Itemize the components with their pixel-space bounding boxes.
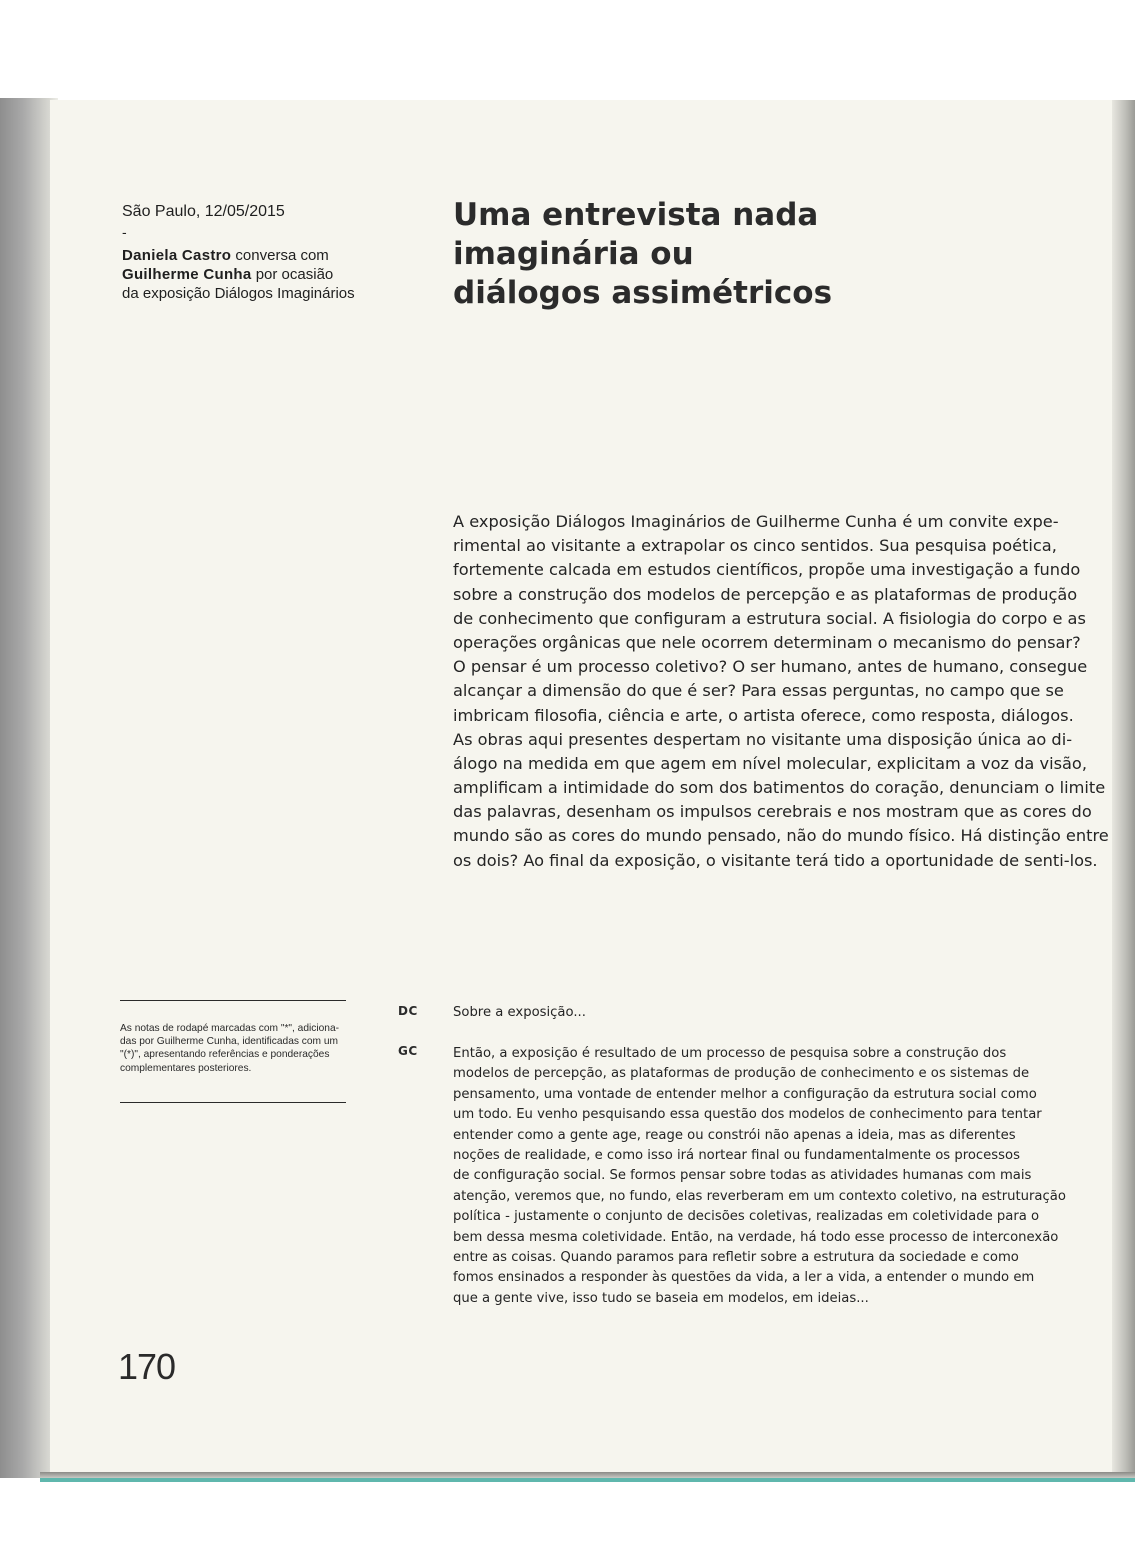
answer-line: política - justamente o conjunto de decisões coletivas, realizadas em coletividade para o (453, 1209, 1040, 1225)
answer-paragraph (453, 1044, 1066, 1309)
footnote-line: As notas de rodapé marcadas com "*", adiciona- (120, 1023, 340, 1034)
title-line: Uma entrevista nada (453, 197, 819, 233)
footnote-bottom-rule (120, 1102, 346, 1103)
footnote-top-rule (120, 1000, 346, 1001)
answer-line: atenção, veremos que, no fundo, elas reverberam em um contexto coletivo, na estruturação (453, 1188, 1066, 1204)
intro-line: operações orgânicas que nele ocorrem determinam o mecanismo do pensar? (453, 632, 1081, 652)
credits-text-2: por ocasião (251, 266, 334, 283)
answer-line: fomos ensinados a responder às questões da vida, a ler a vida, a entender o mundo em (453, 1270, 1035, 1286)
footnote-line: das por Guilherme Cunha, identificadas com um (120, 1036, 339, 1048)
artist-name: Guilherme Cunha (122, 266, 252, 283)
intro-line: As obras aqui presentes despertam no visitante uma disposição única ao di- (453, 729, 1073, 749)
footnote-line: "(*)", apresentando referências e ponderações (120, 1049, 330, 1061)
intro-line: A exposição Diálogos Imaginários de Guilherme Cunha é um convite expe- (453, 512, 1059, 531)
title-line: imaginária ou (453, 236, 694, 272)
answer-line: pensamento, uma vontade de entender melhor a configuração da estrutura social como (453, 1086, 1037, 1102)
answer-line: bem dessa mesma coletividade. Então, na verdade, há todo esse processo de interconexão (453, 1229, 1059, 1245)
interview-credits (122, 246, 372, 303)
speaker-label-gc: GC (398, 1044, 418, 1058)
intro-line: rimental ao visitante a extrapolar os cinco sentidos. Sua pesquisa poética, (453, 536, 1057, 556)
intro-line: alcançar a dimensão do que é ser? Para essas perguntas, no campo que se (453, 681, 1064, 701)
intro-line: os dois? Ao final da exposição, o visitante terá tido a oportunidade de senti-los. (453, 850, 1098, 870)
place-date: São Paulo, 12/05/2015 (122, 203, 285, 220)
answer-line: de configuração social. Se formos pensar sobre todas as atividades humanas com mais (453, 1168, 1032, 1184)
credits-line-1 (122, 246, 372, 265)
interviewer-name: Daniela Castro (122, 247, 232, 264)
credits-line-2 (122, 265, 372, 284)
answer-line: entre as coisas. Quando paramos para refletir sobre a estrutura da sociedade e como (453, 1249, 1019, 1265)
intro-line: das palavras, desenham os impulsos cerebrais e nos mostram que as cores do (453, 802, 1092, 822)
answer-line: modelos de percepção, as plataformas de produção de conhecimento e os sistemas de (453, 1066, 1030, 1082)
page-number: 170 (118, 1346, 176, 1387)
article-title (453, 196, 1013, 313)
intro-line: sobre a construção dos modelos de percepção e as plataformas de produção (453, 584, 1078, 604)
intro-line: álogo na medida em que agem em nível molecular, explicitam a voz da visão, (453, 753, 1087, 773)
question-text: Sobre a exposição... (453, 1005, 586, 1020)
answer-line: um todo. Eu venho pesquisando essa questão dos modelos de conhecimento para tentar (453, 1107, 1042, 1123)
intro-line: fortemente calcada em estudos científicos, propõe uma investigação a fundo (453, 560, 1081, 580)
speaker-label-dc: DC (398, 1004, 418, 1018)
intro-line: mundo são as cores do mundo pensado, não do mundo físico. Há distinção entre (453, 826, 1109, 846)
footnote (120, 1022, 360, 1075)
intro-line: de conhecimento que configuram a estrutura social. A fisiologia do corpo e as (453, 608, 1086, 628)
credits-line-3: da exposição Diálogos Imaginários (122, 285, 355, 302)
footnote-line: complementares posteriores. (120, 1062, 252, 1074)
intro-paragraph (453, 510, 1109, 873)
credits-text-1: conversa com (231, 247, 329, 264)
answer-line: noções de realidade, e como isso irá nortear final ou fundamentalmente os processos (453, 1147, 1020, 1163)
title-line: diálogos assimétricos (453, 275, 833, 311)
answer-line: que a gente vive, isso tudo se baseia em modelos, em ideias... (453, 1290, 869, 1306)
page-edge-shadow (1112, 100, 1135, 1475)
separator-dash: - (122, 224, 127, 240)
intro-line: imbricam filosofia, ciência e arte, o artista oferece, como resposta, diálogos. (453, 705, 1074, 725)
intro-line: amplificam a intimidade do som dos batimentos do coração, denunciam o limite (453, 778, 1106, 798)
answer-line: entender como a gente age, reage ou constrói não apenas a ideia, mas as diferentes (453, 1127, 1016, 1143)
answer-line: Então, a exposição é resultado de um processo de pesquisa sobre a construção dos (453, 1046, 1007, 1061)
cover-edge-strip (40, 1478, 1135, 1482)
intro-line: O pensar é um processo coletivo? O ser humano, antes de humano, consegue (453, 657, 1088, 677)
